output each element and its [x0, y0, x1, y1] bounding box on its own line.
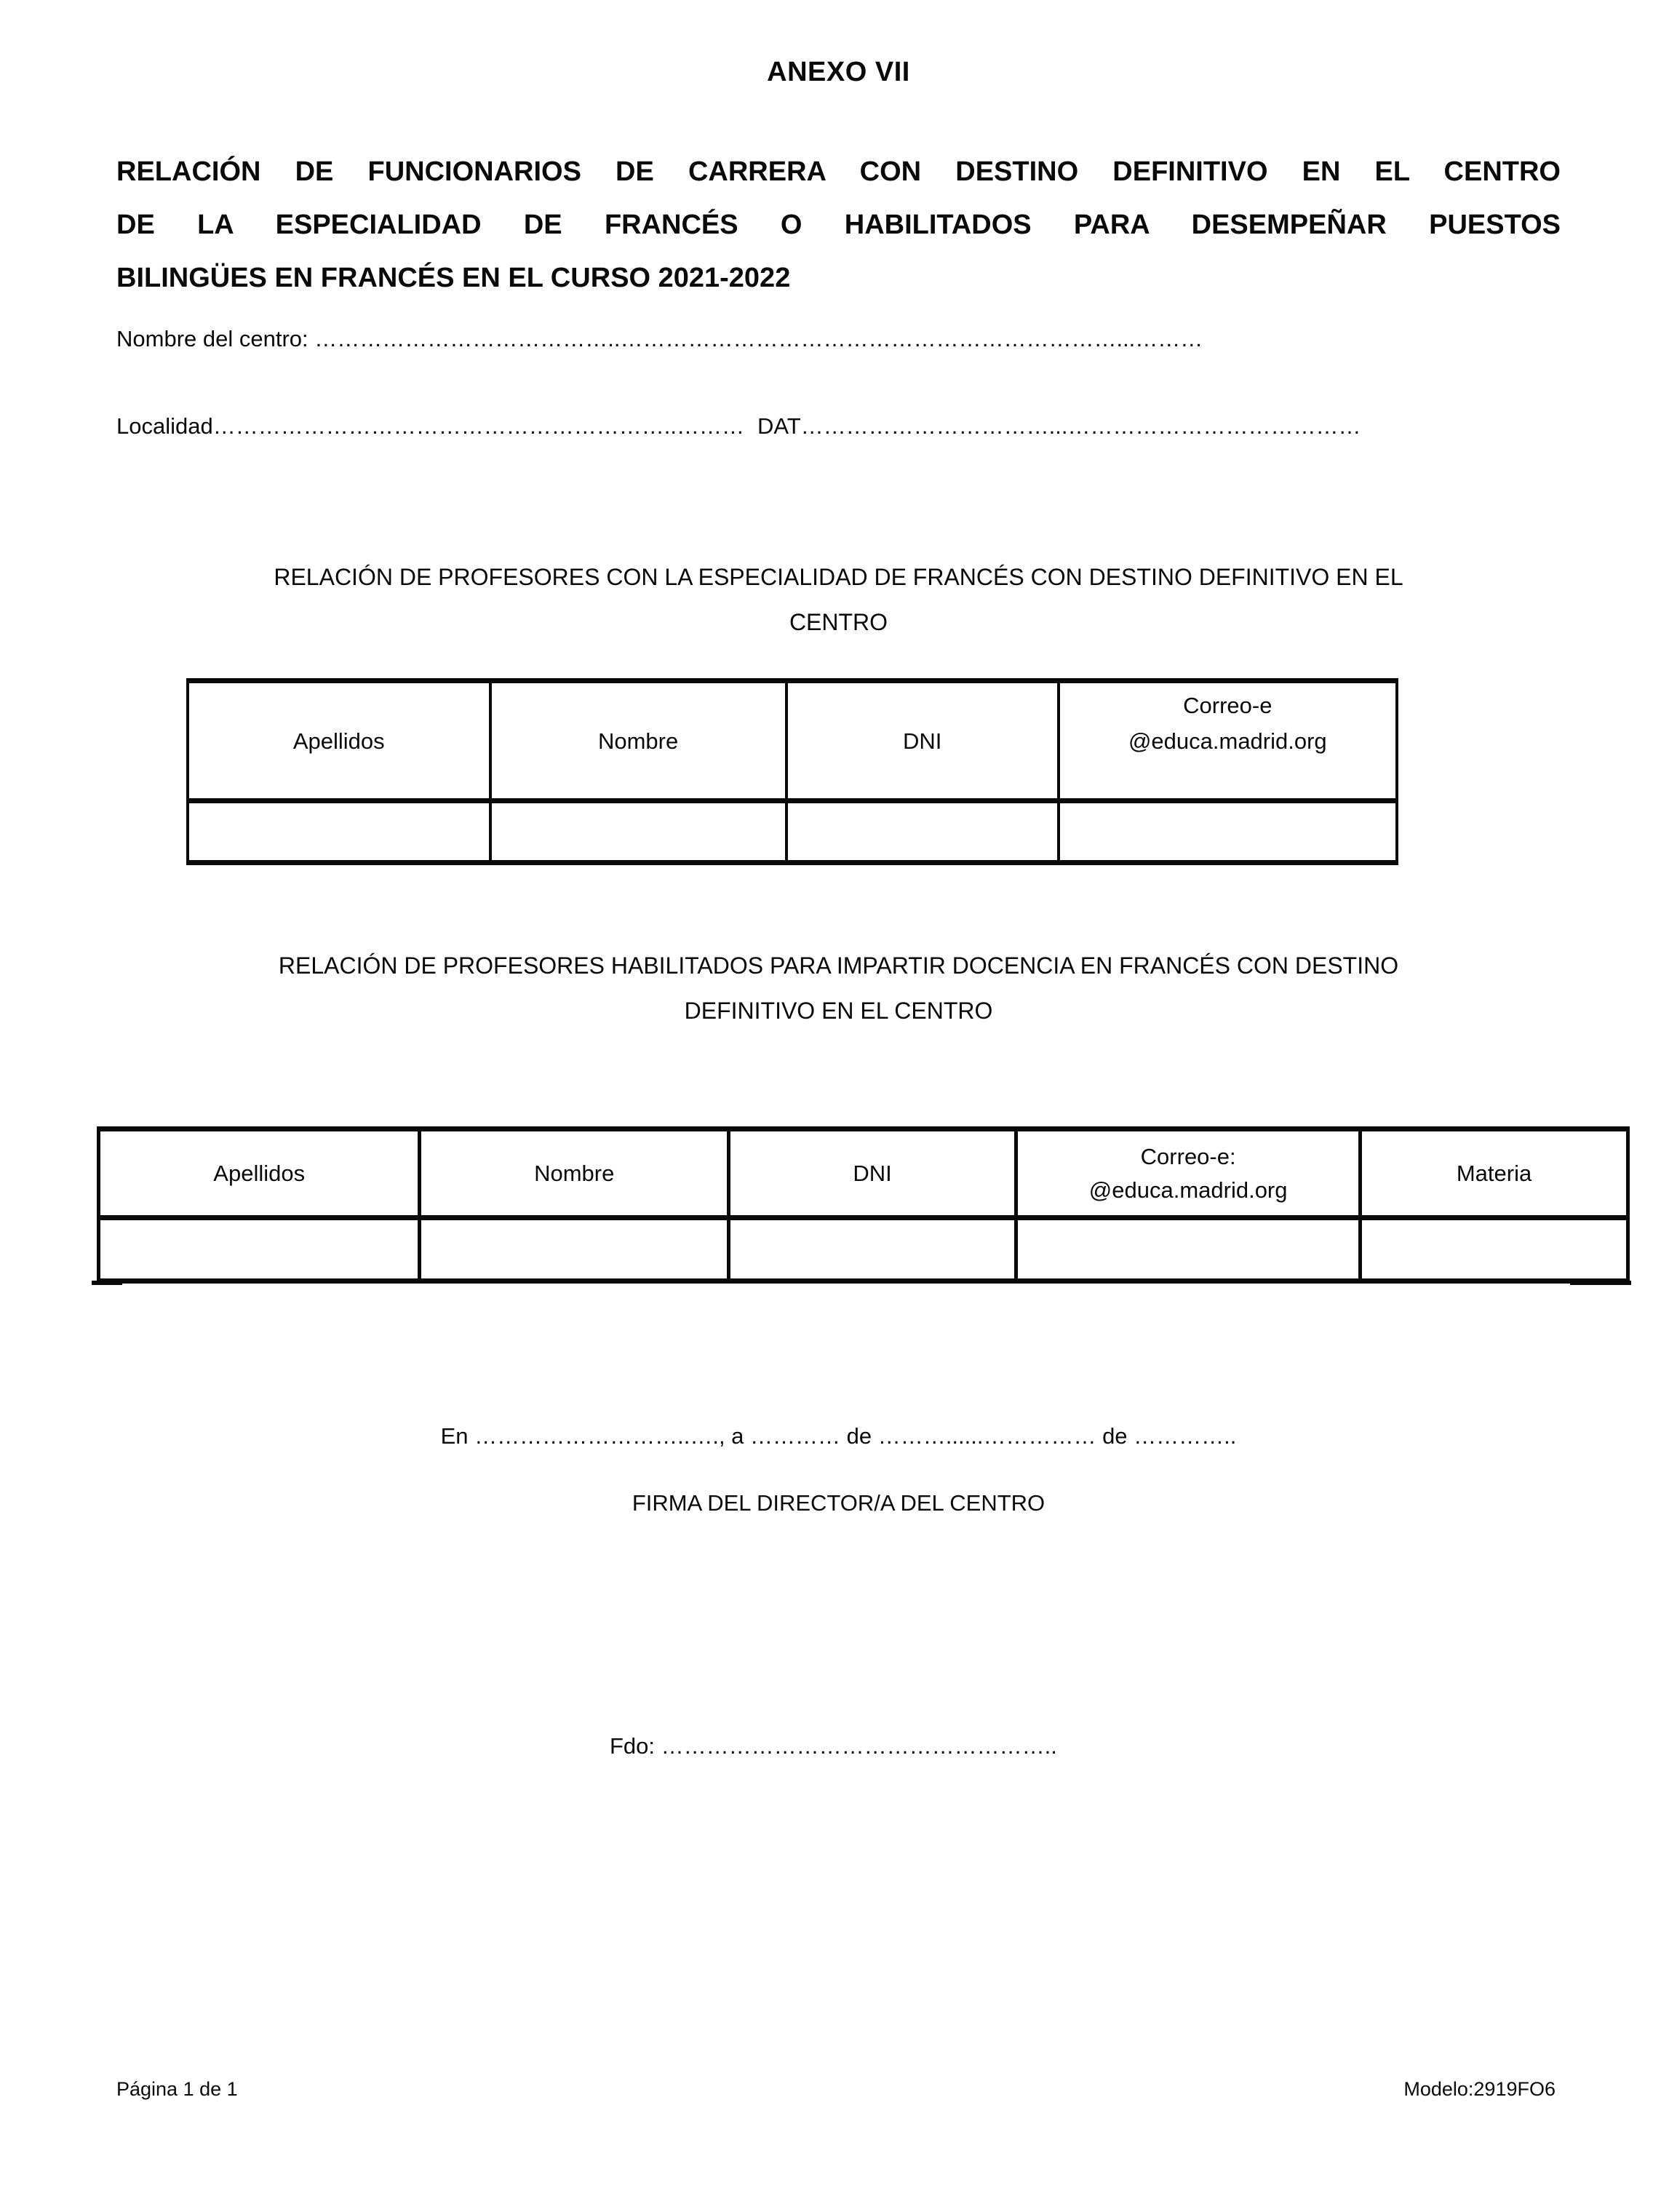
main-heading-line-1: RELACIÓN DE FUNCIONARIOS DE CARRERA CON DESTINO DEFINITIVO EN EL CENTRO: [116, 156, 1561, 187]
section-habilitados-heading-line-1: RELACIÓN DE PROFESORES HABILITADOS PARA IMPARTIR DOCENCIA EN FRANCÉS CON DESTINO: [278, 952, 1399, 979]
header-line-correo: Correo-e: [1183, 693, 1272, 718]
habilitados-header-correo: [1016, 1129, 1361, 1218]
empty-cell-dni: [729, 1218, 1016, 1281]
section-habilitados-heading-line-2: DEFINITIVO EN EL CENTRO: [684, 998, 993, 1024]
model-code: Modelo:2919FO6: [1403, 2078, 1556, 2100]
dat-label: DAT: [757, 413, 801, 439]
center-name-label: Nombre del centro:: [116, 326, 315, 351]
header-line-label: Apellidos: [213, 1160, 306, 1186]
section-especialidad-heading: [116, 554, 1561, 645]
header-line-label: Nombre: [534, 1160, 615, 1186]
date-sep-de2: de: [1096, 1423, 1134, 1449]
table-border-artifact-right: [1570, 1281, 1631, 1285]
locality-blank-field: ……………………………………………………..………: [212, 413, 744, 439]
day-blank-field: …………: [750, 1423, 841, 1449]
empty-cell-nombre: [490, 801, 786, 863]
main-heading: [116, 146, 1561, 305]
habilitados-table: [97, 1126, 1630, 1284]
empty-cell-correo: [1016, 1218, 1361, 1281]
center-name-blank-field: …………………………………..…………………………………………………………...………: [314, 326, 1203, 351]
locality-dat-line: [116, 413, 1564, 439]
empty-cell-materia: [1361, 1218, 1628, 1281]
header-line-label: DNI: [902, 728, 942, 754]
habilitados-header-dni: [729, 1129, 1016, 1218]
habilitados-table-header-row: [99, 1129, 1628, 1218]
header-line-blank: [189, 688, 489, 723]
signed-by-label: Fdo:: [610, 1733, 661, 1759]
header-line-label: Nombre: [597, 728, 679, 754]
especialidad-table-empty-row: [188, 801, 1397, 863]
header-line-label: Materia: [1456, 1160, 1532, 1186]
habilitados-header-apellidos: [99, 1129, 420, 1218]
annex-title: ANEXO VII: [767, 57, 910, 87]
especialidad-table: [186, 678, 1398, 865]
signed-by-blank-field: ……………………………………………..: [661, 1733, 1057, 1759]
locality-label: Localidad: [116, 413, 213, 439]
month-blank-field: ………......……………: [877, 1423, 1096, 1449]
habilitados-header-nombre: [420, 1129, 729, 1218]
main-heading-line-2: DE LA ESPECIALIDAD DE FRANCÉS O HABILITADOS PARA DESEMPEÑAR PUESTOS: [116, 210, 1561, 240]
header-line-correo: Correo-e:: [1140, 1143, 1236, 1169]
especialidad-header-nombre: [490, 681, 786, 801]
section-especialidad-heading-line-2: CENTRO: [789, 609, 888, 635]
date-place-line: [116, 1423, 1561, 1449]
date-sep-a: , a: [718, 1423, 751, 1449]
especialidad-header-correo: [1059, 681, 1397, 801]
header-line-label: Apellidos: [292, 728, 385, 754]
especialidad-header-apellidos: [188, 681, 490, 801]
date-sep-de1: de: [840, 1423, 878, 1449]
especialidad-table-header-row: [188, 681, 1397, 801]
empty-cell-dni: [786, 801, 1059, 863]
header-line-blank: [788, 688, 1057, 723]
page-number: Página 1 de 1: [116, 2078, 238, 2100]
empty-cell-correo: [1059, 801, 1397, 863]
empty-cell-apellidos: [99, 1218, 420, 1281]
section-especialidad-heading-line-1: RELACIÓN DE PROFESORES CON LA ESPECIALIDAD DE FRANCÉS CON DESTINO DEFINITIVO EN EL: [274, 564, 1403, 590]
date-prefix: En: [440, 1423, 475, 1449]
header-line-domain: @educa.madrid.org: [1128, 728, 1327, 754]
section-habilitados-heading: [116, 943, 1561, 1033]
center-name-line: [116, 326, 1564, 352]
header-line-label: DNI: [853, 1160, 892, 1186]
place-blank-field: ………………………..….: [474, 1423, 719, 1449]
empty-cell-nombre: [420, 1218, 729, 1281]
header-line-blank: [492, 688, 785, 723]
habilitados-header-materia: [1361, 1129, 1628, 1218]
signature-heading: FIRMA DEL DIRECTOR/A DEL CENTRO: [632, 1490, 1045, 1516]
year-blank-field: …………..: [1134, 1423, 1237, 1449]
header-line-domain: @educa.madrid.org: [1088, 1177, 1288, 1203]
signed-by-line: [610, 1733, 1057, 1759]
empty-cell-apellidos: [188, 801, 490, 863]
especialidad-header-dni: [786, 681, 1059, 801]
dat-blank-field: ……………………………...…………………………………: [800, 413, 1361, 439]
table-border-artifact-left: [92, 1281, 122, 1285]
habilitados-table-empty-row: [99, 1218, 1628, 1281]
main-heading-line-3: BILINGÜES EN FRANCÉS EN EL CURSO 2021-2022: [116, 263, 791, 293]
